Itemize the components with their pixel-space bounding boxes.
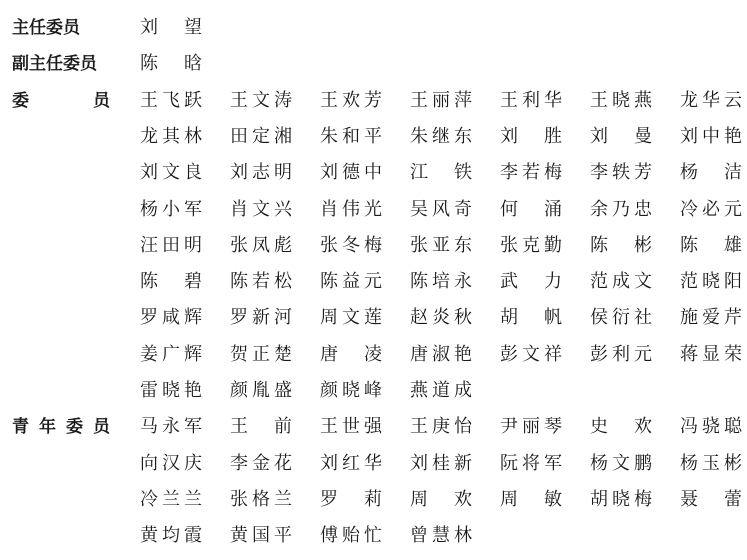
- section-label: 副主任委员: [12, 54, 97, 75]
- section-label-char: 年: [39, 417, 56, 438]
- member-name: 侯衍社: [590, 307, 652, 329]
- member-name: 彭文祥: [500, 343, 562, 365]
- member-name: 王利华: [500, 89, 562, 111]
- member-name: 刘红华: [320, 452, 382, 474]
- member-name: 赵炎秋: [410, 307, 472, 329]
- member-name: 尹丽琴: [500, 416, 562, 438]
- member-name: 罗 莉: [320, 488, 382, 510]
- member-name: 冷必元: [680, 198, 742, 220]
- member-name: 王飞跃: [140, 89, 202, 111]
- member-name: 贺正楚: [230, 343, 292, 365]
- member-name: 刘中艳: [680, 125, 742, 147]
- member-name: 刘文良: [140, 162, 202, 184]
- member-name: 傅贻忙: [320, 525, 382, 547]
- member-name: 肖伟光: [320, 198, 382, 220]
- member-name: 陈 彬: [590, 234, 652, 256]
- member-name: 朱继东: [410, 125, 472, 147]
- member-name: 冷兰兰: [140, 488, 202, 510]
- member-name: 余乃忠: [590, 198, 652, 220]
- member-name: 刘志明: [230, 162, 292, 184]
- member-name: 杨 洁: [680, 162, 742, 184]
- member-name: 张凤彪: [230, 234, 292, 256]
- member-name: 蒋显荣: [680, 343, 742, 365]
- member-name: 刘 胜: [500, 125, 562, 147]
- member-name: 周 欢: [410, 488, 472, 510]
- member-name: 唐 凌: [320, 343, 382, 365]
- member-name: 王庚怡: [410, 416, 472, 438]
- member-name: 刘 曼: [590, 125, 652, 147]
- member-name: 陈若松: [230, 271, 292, 293]
- member-name: 周文莲: [320, 307, 382, 329]
- member-name: 李轶芳: [590, 162, 652, 184]
- member-name: 王欢芳: [320, 89, 382, 111]
- member-name: 向汉庆: [140, 452, 202, 474]
- member-name: 李金花: [230, 452, 292, 474]
- member-name: 刘桂新: [410, 452, 472, 474]
- member-name: 陈 雄: [680, 234, 742, 256]
- member-name: 汪田明: [140, 234, 202, 256]
- member-name: 陈益元: [320, 271, 382, 293]
- member-name: 朱和平: [320, 125, 382, 147]
- member-name: 刘德中: [320, 162, 382, 184]
- member-name: 王文涛: [230, 89, 292, 111]
- member-name: 施爱芹: [680, 307, 742, 329]
- member-name: 陈 碧: [140, 271, 202, 293]
- member-name: 张格兰: [230, 488, 292, 510]
- member-name: 武 力: [500, 271, 562, 293]
- member-name: 王晓燕: [590, 89, 652, 111]
- section-label-char: 员: [93, 417, 110, 438]
- member-name: 张克勤: [500, 234, 562, 256]
- section-label-char: 委: [66, 417, 83, 438]
- section-label-char: 青: [12, 417, 29, 438]
- member-name: 姜广辉: [140, 343, 202, 365]
- member-name: 阮将军: [500, 452, 562, 474]
- member-name: 刘 望: [140, 17, 202, 38]
- member-name: 龙其林: [140, 125, 202, 147]
- member-name: 罗新河: [230, 307, 292, 329]
- member-name: 王丽萍: [410, 89, 472, 111]
- section-label-char: 员: [93, 90, 110, 111]
- member-name: 陈 晗: [140, 53, 202, 75]
- member-name: 田定湘: [230, 125, 292, 147]
- member-name: 颜胤盛: [230, 380, 292, 401]
- member-name: 张冬梅: [320, 234, 382, 256]
- member-name: 王世强: [320, 416, 382, 438]
- member-name: 范成文: [590, 271, 652, 293]
- member-name: 雷晓艳: [140, 380, 202, 401]
- member-name: 黄国平: [230, 525, 292, 547]
- member-name: 范晓阳: [680, 271, 742, 293]
- member-name: 张亚东: [410, 234, 472, 256]
- member-name: 王 前: [230, 416, 292, 438]
- member-name: 颜晓峰: [320, 380, 382, 401]
- member-name: 肖文兴: [230, 198, 292, 220]
- member-name: 吴风奇: [410, 198, 472, 220]
- member-name: 聂 蕾: [680, 488, 742, 510]
- member-name: 曾慧林: [410, 525, 472, 547]
- member-name: 江 铁: [410, 162, 472, 184]
- member-name: 黄均霞: [140, 525, 202, 547]
- member-name: 燕道成: [410, 380, 472, 401]
- section-label: [12, 409, 110, 445]
- section-label: [12, 83, 110, 119]
- member-name: 史 欢: [590, 416, 652, 438]
- member-name: 李若梅: [500, 162, 562, 184]
- member-name: 罗咸辉: [140, 307, 202, 329]
- member-name: 胡晓梅: [590, 488, 652, 510]
- member-name: 唐淑艳: [410, 343, 472, 365]
- member-name: 冯骁聪: [680, 416, 742, 438]
- member-name: 彭利元: [590, 343, 652, 365]
- member-name: 马永军: [140, 416, 202, 438]
- member-name: 周 敏: [500, 488, 562, 510]
- member-name: 杨文鹏: [590, 452, 652, 474]
- member-name: 胡 帆: [500, 307, 562, 329]
- member-name: 何 涌: [500, 198, 562, 220]
- section-label: 主任委员: [12, 18, 80, 38]
- member-name: 杨玉彬: [680, 452, 742, 474]
- section-label-char: 委: [12, 90, 29, 111]
- member-name: 杨小军: [140, 198, 202, 220]
- member-name: 陈培永: [410, 271, 472, 293]
- member-name: 龙华云: [680, 89, 742, 111]
